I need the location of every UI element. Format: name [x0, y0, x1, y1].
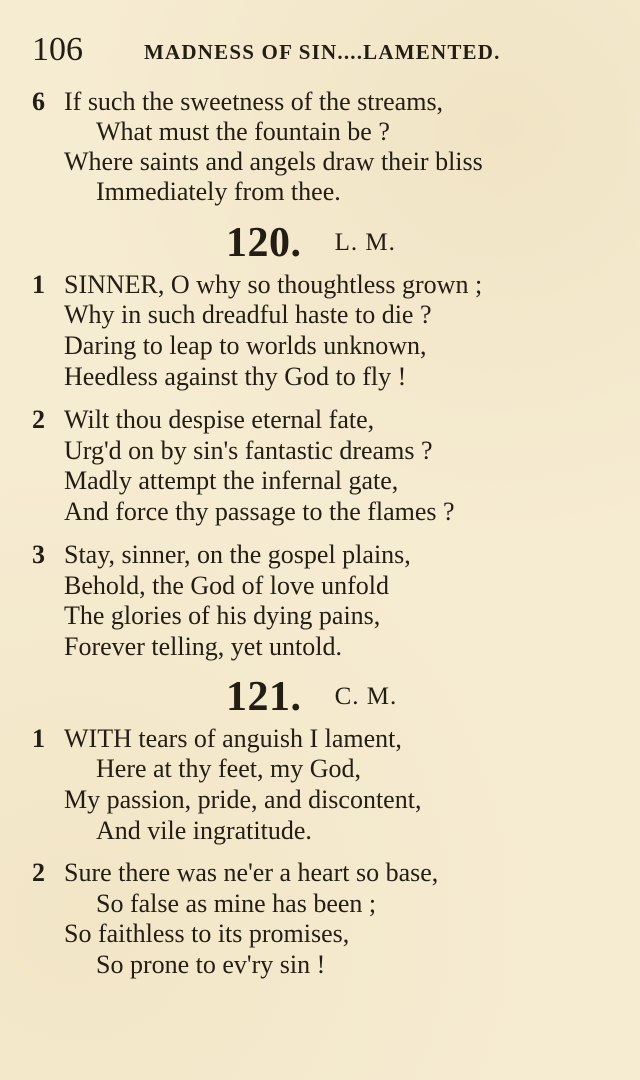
stanza-line: Where saints and angels draw their bliss — [64, 147, 483, 176]
stanza-line: If such the sweetness of the streams, — [64, 87, 444, 116]
verse-number: 2 — [32, 405, 45, 434]
stanza-line: The glories of his dying pains, — [64, 601, 381, 630]
stanza-line: Sure there was ne'er a heart so base, — [64, 858, 439, 887]
stanza-line: My passion, pride, and discontent, — [64, 785, 422, 814]
hymn-heading — [226, 673, 546, 721]
stanza-line: Behold, the God of love unfold — [64, 571, 389, 600]
hymn-heading — [226, 219, 546, 267]
stanza-line: So false as mine has been ; — [96, 889, 377, 918]
stanza-line: Immediately from thee. — [96, 177, 341, 206]
verse-number: 1 — [32, 724, 45, 753]
stanza-line: Madly attempt the infernal gate, — [64, 466, 399, 495]
stanza-line: Wilt thou despise eternal fate, — [64, 405, 375, 434]
stanza-line: And force thy passage to the flames ? — [64, 497, 455, 526]
stanza-line: SINNER, O why so thoughtless grown ; — [64, 270, 483, 299]
verse-number: 6 — [32, 87, 45, 116]
stanza-line: Why in such dreadful haste to die ? — [64, 300, 432, 329]
stanza-line: Here at thy feet, my God, — [96, 754, 361, 783]
stanza-line: So prone to ev'ry sin ! — [96, 950, 326, 979]
verse-number: 1 — [32, 270, 45, 299]
page-number: 106 — [32, 31, 83, 68]
stanza-line: Urg'd on by sin's fantastic dreams ? — [64, 436, 433, 465]
hymn-meter: C. M. — [334, 683, 398, 710]
stanza-line: Stay, sinner, on the gospel plains, — [64, 540, 411, 569]
stanza-line: WITH tears of anguish I lament, — [64, 724, 402, 753]
hymn-meter: L. M. — [334, 229, 396, 256]
verse-number: 2 — [32, 858, 45, 887]
hymn-number: 121. — [226, 674, 302, 720]
stanza-line: What must the fountain be ? — [96, 117, 390, 146]
stanza-line: So faithless to its promises, — [64, 919, 350, 948]
verse-number: 3 — [32, 540, 45, 569]
running-head: MADNESS OF SIN....LAMENTED. — [144, 40, 501, 64]
stanza-line: And vile ingratitude. — [96, 816, 312, 845]
stanza-line: Heedless against thy God to fly ! — [64, 362, 407, 391]
stanza-line: Forever telling, yet untold. — [64, 632, 343, 661]
stanza-line: Daring to leap to worlds unknown, — [64, 331, 427, 360]
hymn-number: 120. — [226, 220, 302, 266]
